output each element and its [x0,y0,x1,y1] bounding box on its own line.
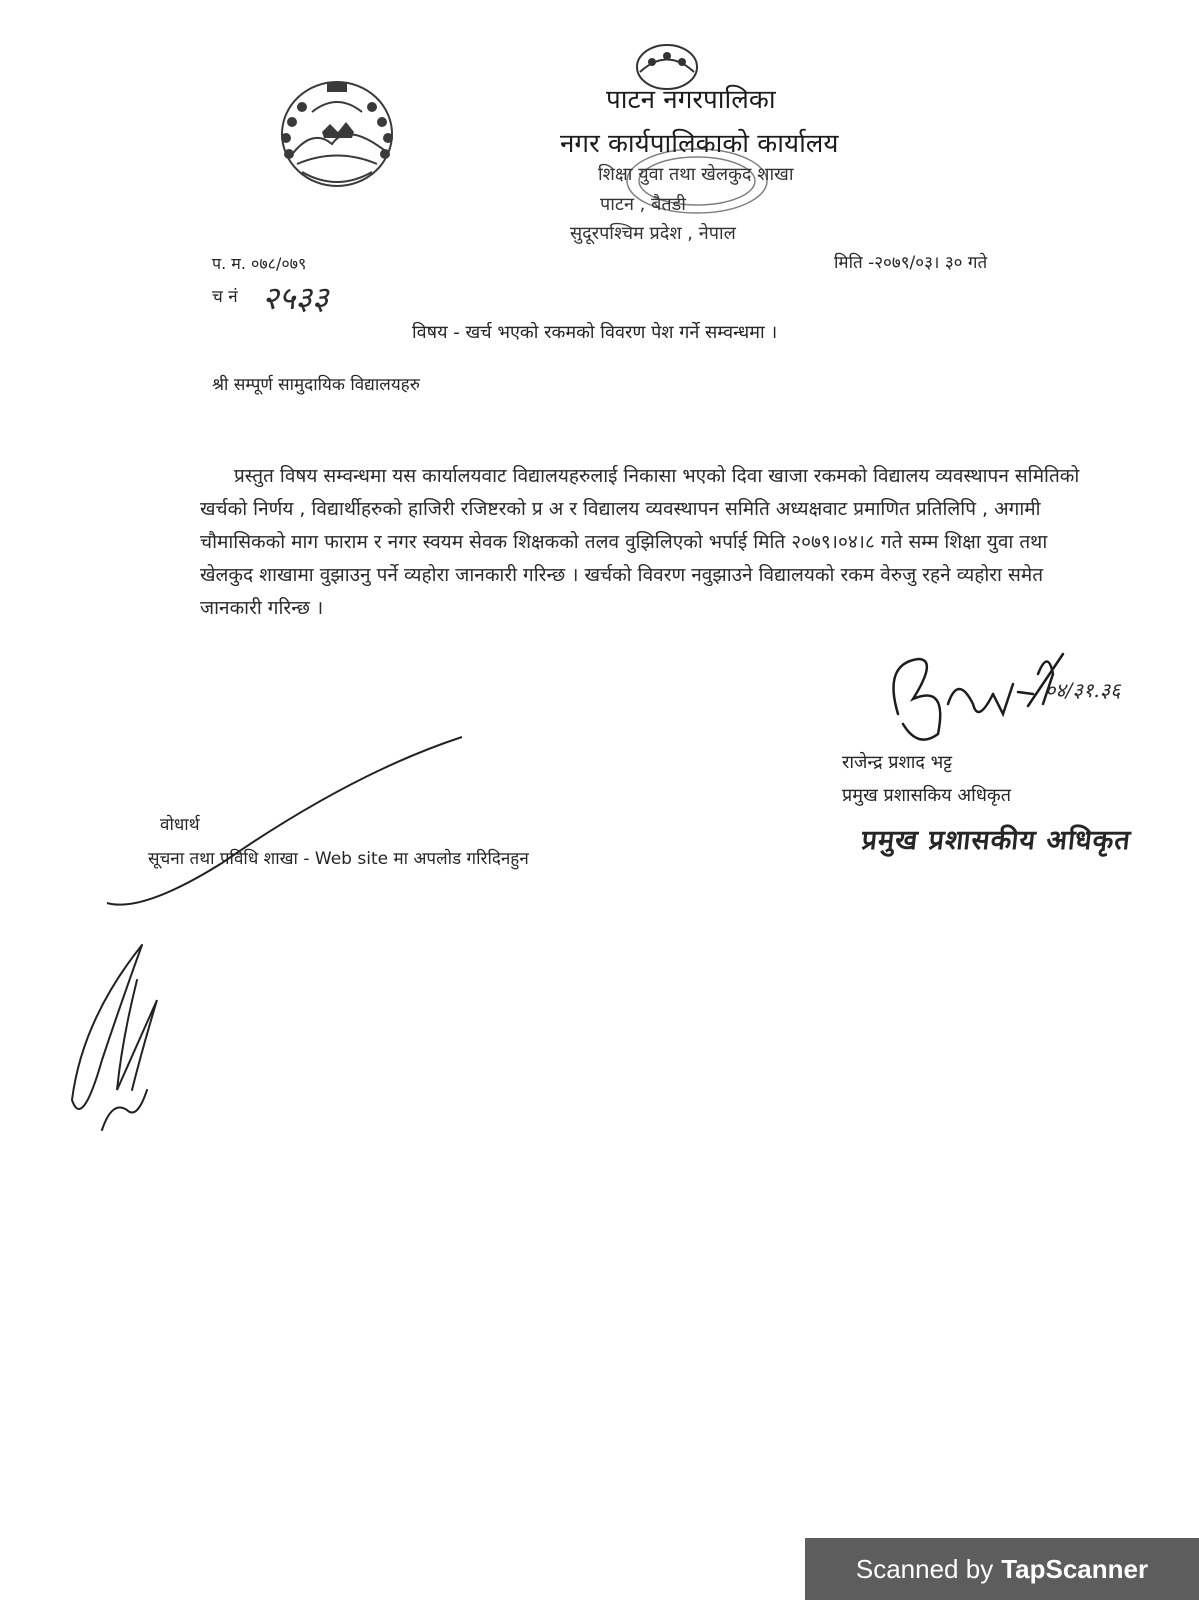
signatory-designation: प्रमुख प्रशासकिय अधिकृत [842,785,1011,806]
initials-mark [62,940,172,1140]
chalani-number: २५३३ [262,279,329,317]
subject-line: विषय - खर्च भएको रकमको विवरण पेश गर्ने सम्वन्धमा । [412,322,778,343]
office-address: पाटन , बैतडी [600,194,686,215]
scanner-watermark [805,1538,1199,1600]
addressee: श्री सम्पूर्ण सामुदायिक विद्यालयहरु [212,375,420,395]
patra-sankhya: प. म. ०७८/०७९ [212,254,307,273]
nepal-emblem-icon [272,72,402,192]
chalani-label: च नं [212,287,238,307]
province-line: सुदूरपश्चिम प्रदेश , नेपाल [570,223,736,244]
signatory-name: राजेन्द्र प्रशाद भट्ट [842,752,953,773]
scanner-brand: TapScanner [1001,1553,1149,1584]
bodhartha-label: वोधार्थ [160,815,200,835]
scanned-by-label: Scanned by [855,1553,994,1584]
municipality-name: पाटन नगरपालिका [606,85,776,115]
branch-name: शिक्षा युवा तथा खेलकुद शाखा [598,164,794,185]
ink-stroke [102,733,472,918]
office-name: नगर कार्यपालिकाको कार्यालय [560,129,839,159]
body-paragraph: प्रस्तुत विषय सम्वन्धमा यस कार्यालयवाट विद्यालयहरुलाई निकासा भएको दिवा खाजा रकमको विद्यालय व्यवस्थापन समितिको खर्चको निर्णय , विद्यार्थीहरुको हाजिरी रजिष्टरको प्र अ र विद्यालय व्यवस्थापन समिति अध्यक्षवाट प्रमाणित प्रतिलिपि , अगामी चौमासिकको माग फाराम र नगर स्वयम सेवक शिक्षकको तलव वुझिलिएको भर्पाई मिति २०७९।०४।८ गते सम्म शिक्षा युवा तथा खेलकुद शाखामा वुझाउनु पर्ने व्यहोरा जानकारी गरिन्छ । खर्चको विवरण नवुझाउने विद्यालयको रकम वेरुजु रहने व्यहोरा समेत जानकारी गरिन्छ । [200,465,1080,619]
letter-date: मिति -२०७९/०३। ३० गते [834,253,988,273]
designation-stamp: प्रमुख प्रशासकीय अधिकृत [860,825,1133,856]
bodhartha-line: सूचना तथा प्रविधि शाखा - Web site मा अपलोड गरिदिनहुन [148,849,529,869]
signature-note: ०४/३१.३६ [1045,678,1121,702]
